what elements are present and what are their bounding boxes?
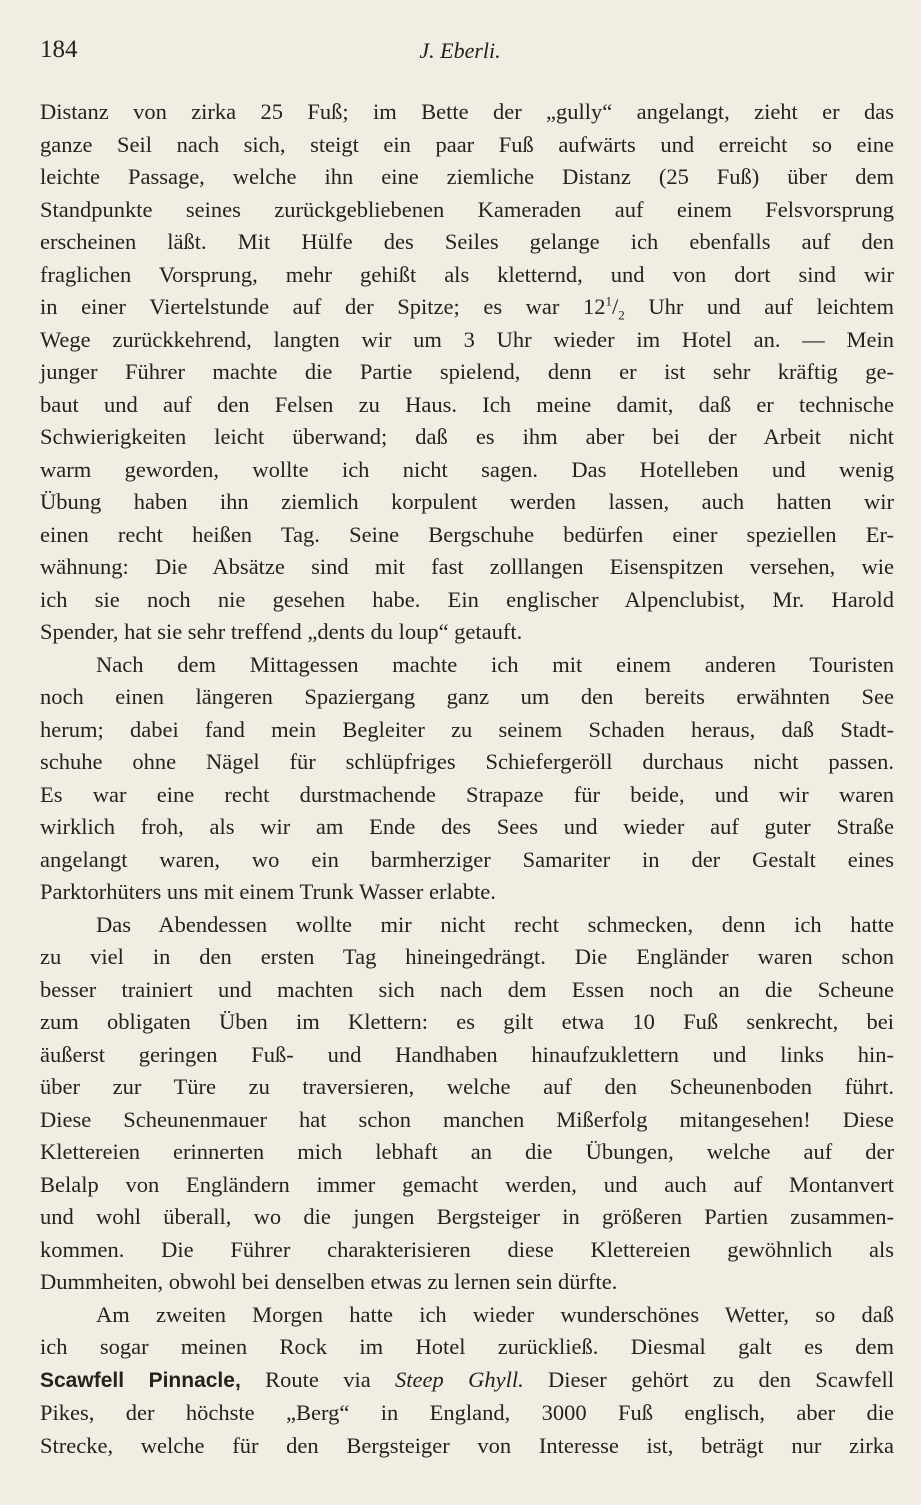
- line-segment: in einer Viertelstunde auf der Spitze; es war 12: [40, 294, 606, 319]
- text-line: Parktorhüters uns mit einem Trunk Wasser erlabte.: [40, 879, 496, 904]
- text-line: kommen. Die Führer charakterisieren diese Klettereien gewöhnlich als: [40, 1236, 894, 1262]
- text-line: Übung haben ihn ziemlich korpulent werden lassen, auch hatten wir: [40, 489, 894, 514]
- text-line: noch einen längeren Spaziergang ganz um den bereits erwähnten See: [40, 684, 894, 709]
- text-line: und wohl überall, wo die jungen Bergsteiger in größeren Partien zusammen-: [40, 1204, 894, 1229]
- text-line: Wege zurückkehrend, langten wir um 3 Uhr wieder im Hotel an. — Mein: [40, 326, 894, 352]
- page-number: 184: [40, 36, 78, 63]
- text-line: [40, 291, 894, 324]
- text-line: Distanz von zirka 25 Fuß; im Bette der „gully“ angelangt, zieht er das: [40, 99, 894, 124]
- text-line: leichte Passage, welche ihn eine ziemliche Distanz (25 Fuß) über dem: [40, 164, 894, 189]
- text-line: Strecke, welche für den Bergsteiger von Interesse ist, beträgt nur zirka: [40, 1432, 894, 1458]
- text-line: ich sie noch nie gesehen habe. Ein englischer Alpenclubist, Mr. Harold: [40, 586, 894, 612]
- text-line: äußerst geringen Fuß- und Handhaben hinaufzuklettern und links hin-: [40, 1041, 894, 1067]
- text-line: zu viel in den ersten Tag hineingedrängt. Die Engländer waren schon: [40, 944, 894, 969]
- fraction-denominator: 2: [618, 307, 625, 323]
- text-line: schuhe ohne Nägel für schlüpfriges Schiefergeröll durchaus nicht passen.: [40, 749, 894, 774]
- text-line: Diese Scheunenmauer hat schon manchen Mißerfolg mitangesehen! Diese: [40, 1106, 894, 1132]
- text-line: angelangt waren, wo ein barmherziger Samariter in der Gestalt eines: [40, 846, 894, 872]
- text-line: Das Abendessen wollte mir nicht recht schmecken, denn ich hatte: [96, 911, 894, 937]
- text-line: herum; dabei fand mein Begleiter zu seinem Schaden heraus, daß Stadt-: [40, 716, 894, 742]
- text-line: [40, 1364, 894, 1398]
- text-line: zum obligaten Üben im Klettern: es gilt etwa 10 Fuß senkrecht, bei: [40, 1009, 894, 1034]
- text-line: Nach dem Mittagessen machte ich mit einem anderen Touristen: [96, 651, 894, 677]
- text-line: Schwierigkeiten leicht überwand; daß es ihm aber bei der Arbeit nicht: [40, 424, 894, 449]
- text-line: Klettereien erinnerten mich lebhaft an die Übungen, welche auf der: [40, 1139, 894, 1164]
- text-line: einen recht heißen Tag. Seine Bergschuhe bedürfen einer speziellen Er-: [40, 521, 894, 547]
- text-line: junger Führer machte die Partie spielend, denn er ist sehr kräftig ge-: [40, 359, 894, 384]
- line-segment: Uhr und auf leichtem: [624, 294, 895, 319]
- running-head: J. Eberli.: [419, 38, 501, 63]
- fraction-slash: /: [611, 294, 619, 319]
- text-line: Standpunkte seines zurückgebliebenen Kameraden auf einem Felsvorsprung: [40, 196, 894, 222]
- text-line: Dummheiten, obwohl bei denselben etwas zu lernen sein dürfte.: [40, 1269, 618, 1294]
- line-segment: Dieser gehört zu den Scawfell: [523, 1366, 894, 1392]
- text-line: ganze Seil nach sich, steigt ein paar Fuß aufwärts und erreicht so eine: [40, 131, 894, 157]
- text-line: Am zweiten Morgen hatte ich wieder wunderschönes Wetter, so daß: [96, 1301, 894, 1327]
- bold-term: Scawfell Pinnacle,: [40, 1368, 241, 1392]
- text-line: Es war eine recht durstmachende Strapaze für beide, und wir waren: [40, 781, 894, 807]
- text-line: wirklich froh, als wir am Ende des Sees und wieder auf guter Straße: [40, 814, 894, 839]
- italic-term: Steep Ghyll.: [395, 1366, 524, 1392]
- text-line: wähnung: Die Absätze sind mit fast zolllangen Eisenspitzen versehen, wie: [40, 554, 894, 579]
- text-line: baut und auf den Felsen zu Haus. Ich meine damit, daß er technische: [40, 391, 894, 417]
- page-header: [40, 36, 880, 68]
- text-line: Pikes, der höchste „Berg“ in England, 3000 Fuß englisch, aber die: [40, 1400, 894, 1425]
- text-line: Belalp von Engländern immer gemacht werden, und auch auf Montanvert: [40, 1171, 894, 1197]
- fraction-numerator: 1: [605, 293, 612, 309]
- text-line: warm geworden, wollte ich nicht sagen. Das Hotelleben und wenig: [40, 456, 894, 482]
- body-text: [40, 96, 894, 1462]
- line-segment: Route via: [240, 1366, 396, 1392]
- text-line: über zur Türe zu traversieren, welche auf den Scheunenboden führt.: [40, 1074, 894, 1099]
- text-line: erscheinen läßt. Mit Hülfe des Seiles gelange ich ebenfalls auf den: [40, 229, 894, 254]
- text-line: ich sogar meinen Rock im Hotel zurückließ. Diesmal galt es dem: [40, 1334, 894, 1359]
- text-line: besser trainiert und machten sich nach dem Essen noch an die Scheune: [40, 976, 894, 1002]
- text-line: fraglichen Vorsprung, mehr gehißt als kletternd, und von dort sind wir: [40, 261, 894, 287]
- text-line: Spender, hat sie sehr treffend „dents du loup“ getauft.: [40, 619, 523, 644]
